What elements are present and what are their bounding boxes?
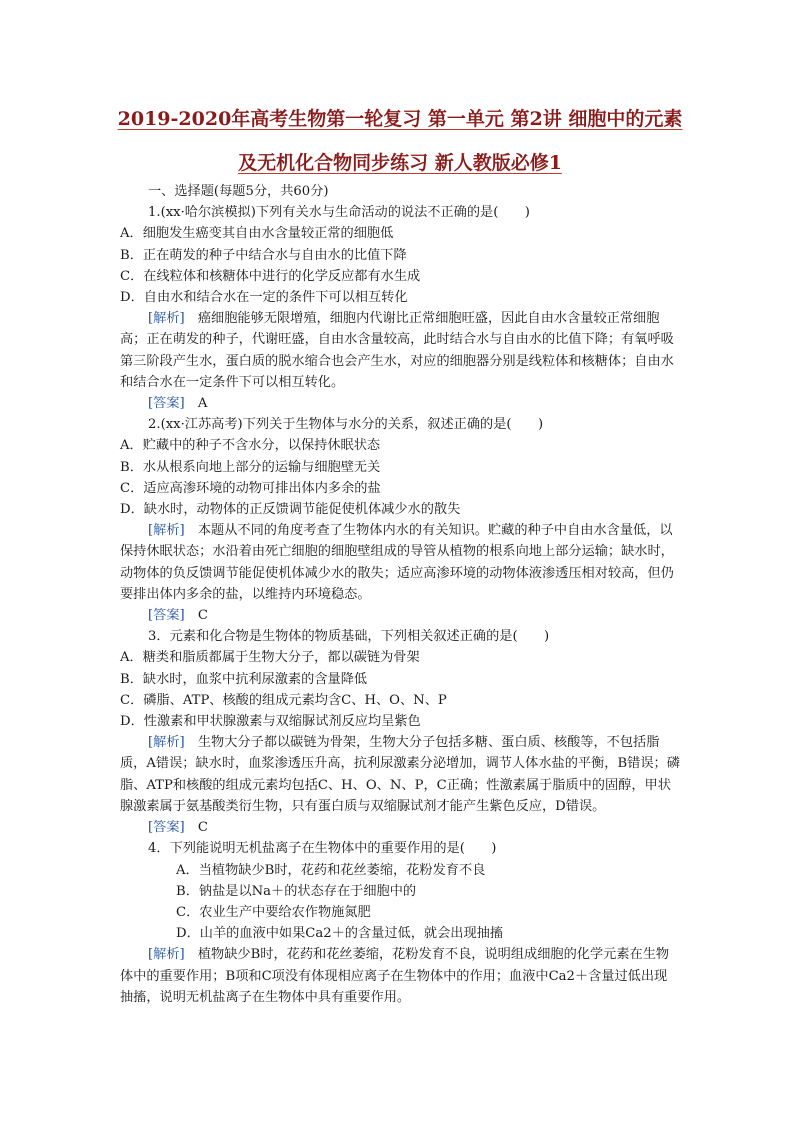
question-3-analysis: [120, 732, 680, 817]
analysis-tag: [解析]: [148, 523, 185, 539]
question-3-option-b: B．缺水时，血浆中抗利尿激素的含量降低: [120, 671, 368, 687]
question-4-option-a: A．当植物缺少B时，花药和花丝萎缩，花粉发育不良: [176, 862, 486, 878]
analysis-tag: [解析]: [148, 947, 185, 963]
question-2-answer: [120, 605, 680, 626]
question-2-option-c: C．适应高渗环境的动物可排出体内多余的盐: [120, 480, 381, 496]
question-1-stem: 1.(xx·哈尔滨模拟)下列有关水与生命活动的说法不正确的是( ): [148, 205, 530, 221]
question-2-option-b: B．水从根系向地上部分的运输与细胞壁无关: [120, 459, 381, 475]
analysis-tag: [解析]: [148, 311, 185, 327]
answer-text: A: [184, 396, 208, 412]
question-1-option-c: C．在线粒体和核糖体中进行的化学反应都有水生成: [120, 268, 421, 284]
question-1-analysis: [120, 308, 680, 393]
analysis-text: 癌细胞能够无限增殖，细胞内代谢比正常细胞旺盛，因此自由水含量较正常细胞高；正在萌发的种子，代谢旺盛，自由水含量较高，此时结合水与自由水的比值下降；有氧呼吸第三阶段产生水，蛋白质的脱水缩合也会产生水，对应的细胞器分别是线粒体和核糖体；自由水和结合水在一定条件下可以相互转化。: [120, 311, 674, 390]
question-2-analysis: [120, 520, 680, 605]
question-4-analysis: [120, 944, 680, 1008]
question-1-option-a: A．细胞发生癌变其自由水含量较正常的细胞低: [120, 226, 394, 242]
analysis-text: 生物大分子都以碳链为骨架，生物大分子包括多糖、蛋白质、核酸等，不包括脂质，A错误；缺水时，血浆渗透压升高，抗利尿激素分泌增加，调节人体水盐的平衡，B错误；磷脂、ATP和核酸的组成元素均包括C、H、O、N、P，C正确；性激素属于脂质中的固醇，甲状腺激素属于氨基酸类衍生物，只有蛋白质与双缩脲试剂才能产生紫色反应，D错误。: [120, 735, 680, 814]
answer-text: C: [184, 820, 208, 836]
analysis-text: 本题从不同的角度考查了生物体内水的有关知识。贮藏的种子中自由水含量低，以保持休眠状态；水沿着由死亡细胞的细胞壁组成的导管从植物的根系向地上部分运输；缺水时，动物体的负反馈调节能促使机体减少水的散失；适应高渗环境的动物体液渗透压相对较高，但仍要排出体内多余的盐，以维持内环境稳态。: [120, 523, 674, 602]
answer-tag: [答案]: [148, 396, 185, 412]
question-4-stem: 4．下列能说明无机盐离子在生物体中的重要作用的是( ): [148, 841, 497, 857]
answer-tag: [答案]: [148, 608, 185, 624]
question-3-stem: 3．元素和化合物是生物体的物质基础，下列相关叙述正确的是( ): [148, 629, 550, 645]
question-4-option-b: B．钠盐是以Na＋的状态存在于细胞中的: [176, 883, 417, 899]
question-2-stem: 2.(xx·江苏高考)下列关于生物体与水分的关系，叙述正确的是( ): [148, 417, 544, 433]
analysis-text: 植物缺少B时，花药和花丝萎缩，花粉发育不良，说明组成细胞的化学元素在生物体中的重要作用；B项和C项没有体现相应离子在生物体中的作用；血液中Ca2＋含量过低出现抽搐，说明无机盐离子在生物体中具有重要作用。: [120, 947, 670, 1005]
section-heading: 一、选择题(每题5分，共60分): [148, 184, 329, 199]
question-3-answer: [120, 817, 680, 838]
question-3-option-c: C．磷脂、ATP、核酸的组成元素均含C、H、O、N、P: [120, 692, 447, 708]
question-1-option-d: D．自由水和结合水在一定的条件下可以相互转化: [120, 290, 408, 306]
document-title-line-2: 及无机化合物同步练习 新人教版必修1: [238, 152, 562, 174]
answer-text: C: [184, 608, 208, 624]
question-4-option-c: C．农业生产中要给农作物施氮肥: [176, 904, 371, 920]
question-3-option-d: D．性激素和甲状腺激素与双缩脲试剂反应均呈紫色: [120, 714, 421, 730]
question-3-option-a: A．糖类和脂质都属于生物大分子，都以碳链为骨架: [120, 650, 420, 666]
document-title-line-1: 2019-2020年高考生物第一轮复习 第一单元 第2讲 细胞中的元素: [117, 108, 683, 130]
analysis-tag: [解析]: [148, 735, 185, 751]
question-2-option-a: A．贮藏中的种子不含水分，以保持休眠状态: [120, 438, 381, 454]
question-2-option-d: D．缺水时，动物体的正反馈调节能促使机体减少水的散失: [120, 502, 461, 518]
question-4-option-d: D．山羊的血液中如果Ca2＋的含量过低，就会出现抽搐: [176, 926, 504, 942]
question-1-answer: [120, 393, 680, 414]
question-1-option-b: B．正在萌发的种子中结合水与自由水的比值下降: [120, 247, 407, 263]
document-body: [120, 181, 680, 1008]
answer-tag: [答案]: [148, 820, 185, 836]
